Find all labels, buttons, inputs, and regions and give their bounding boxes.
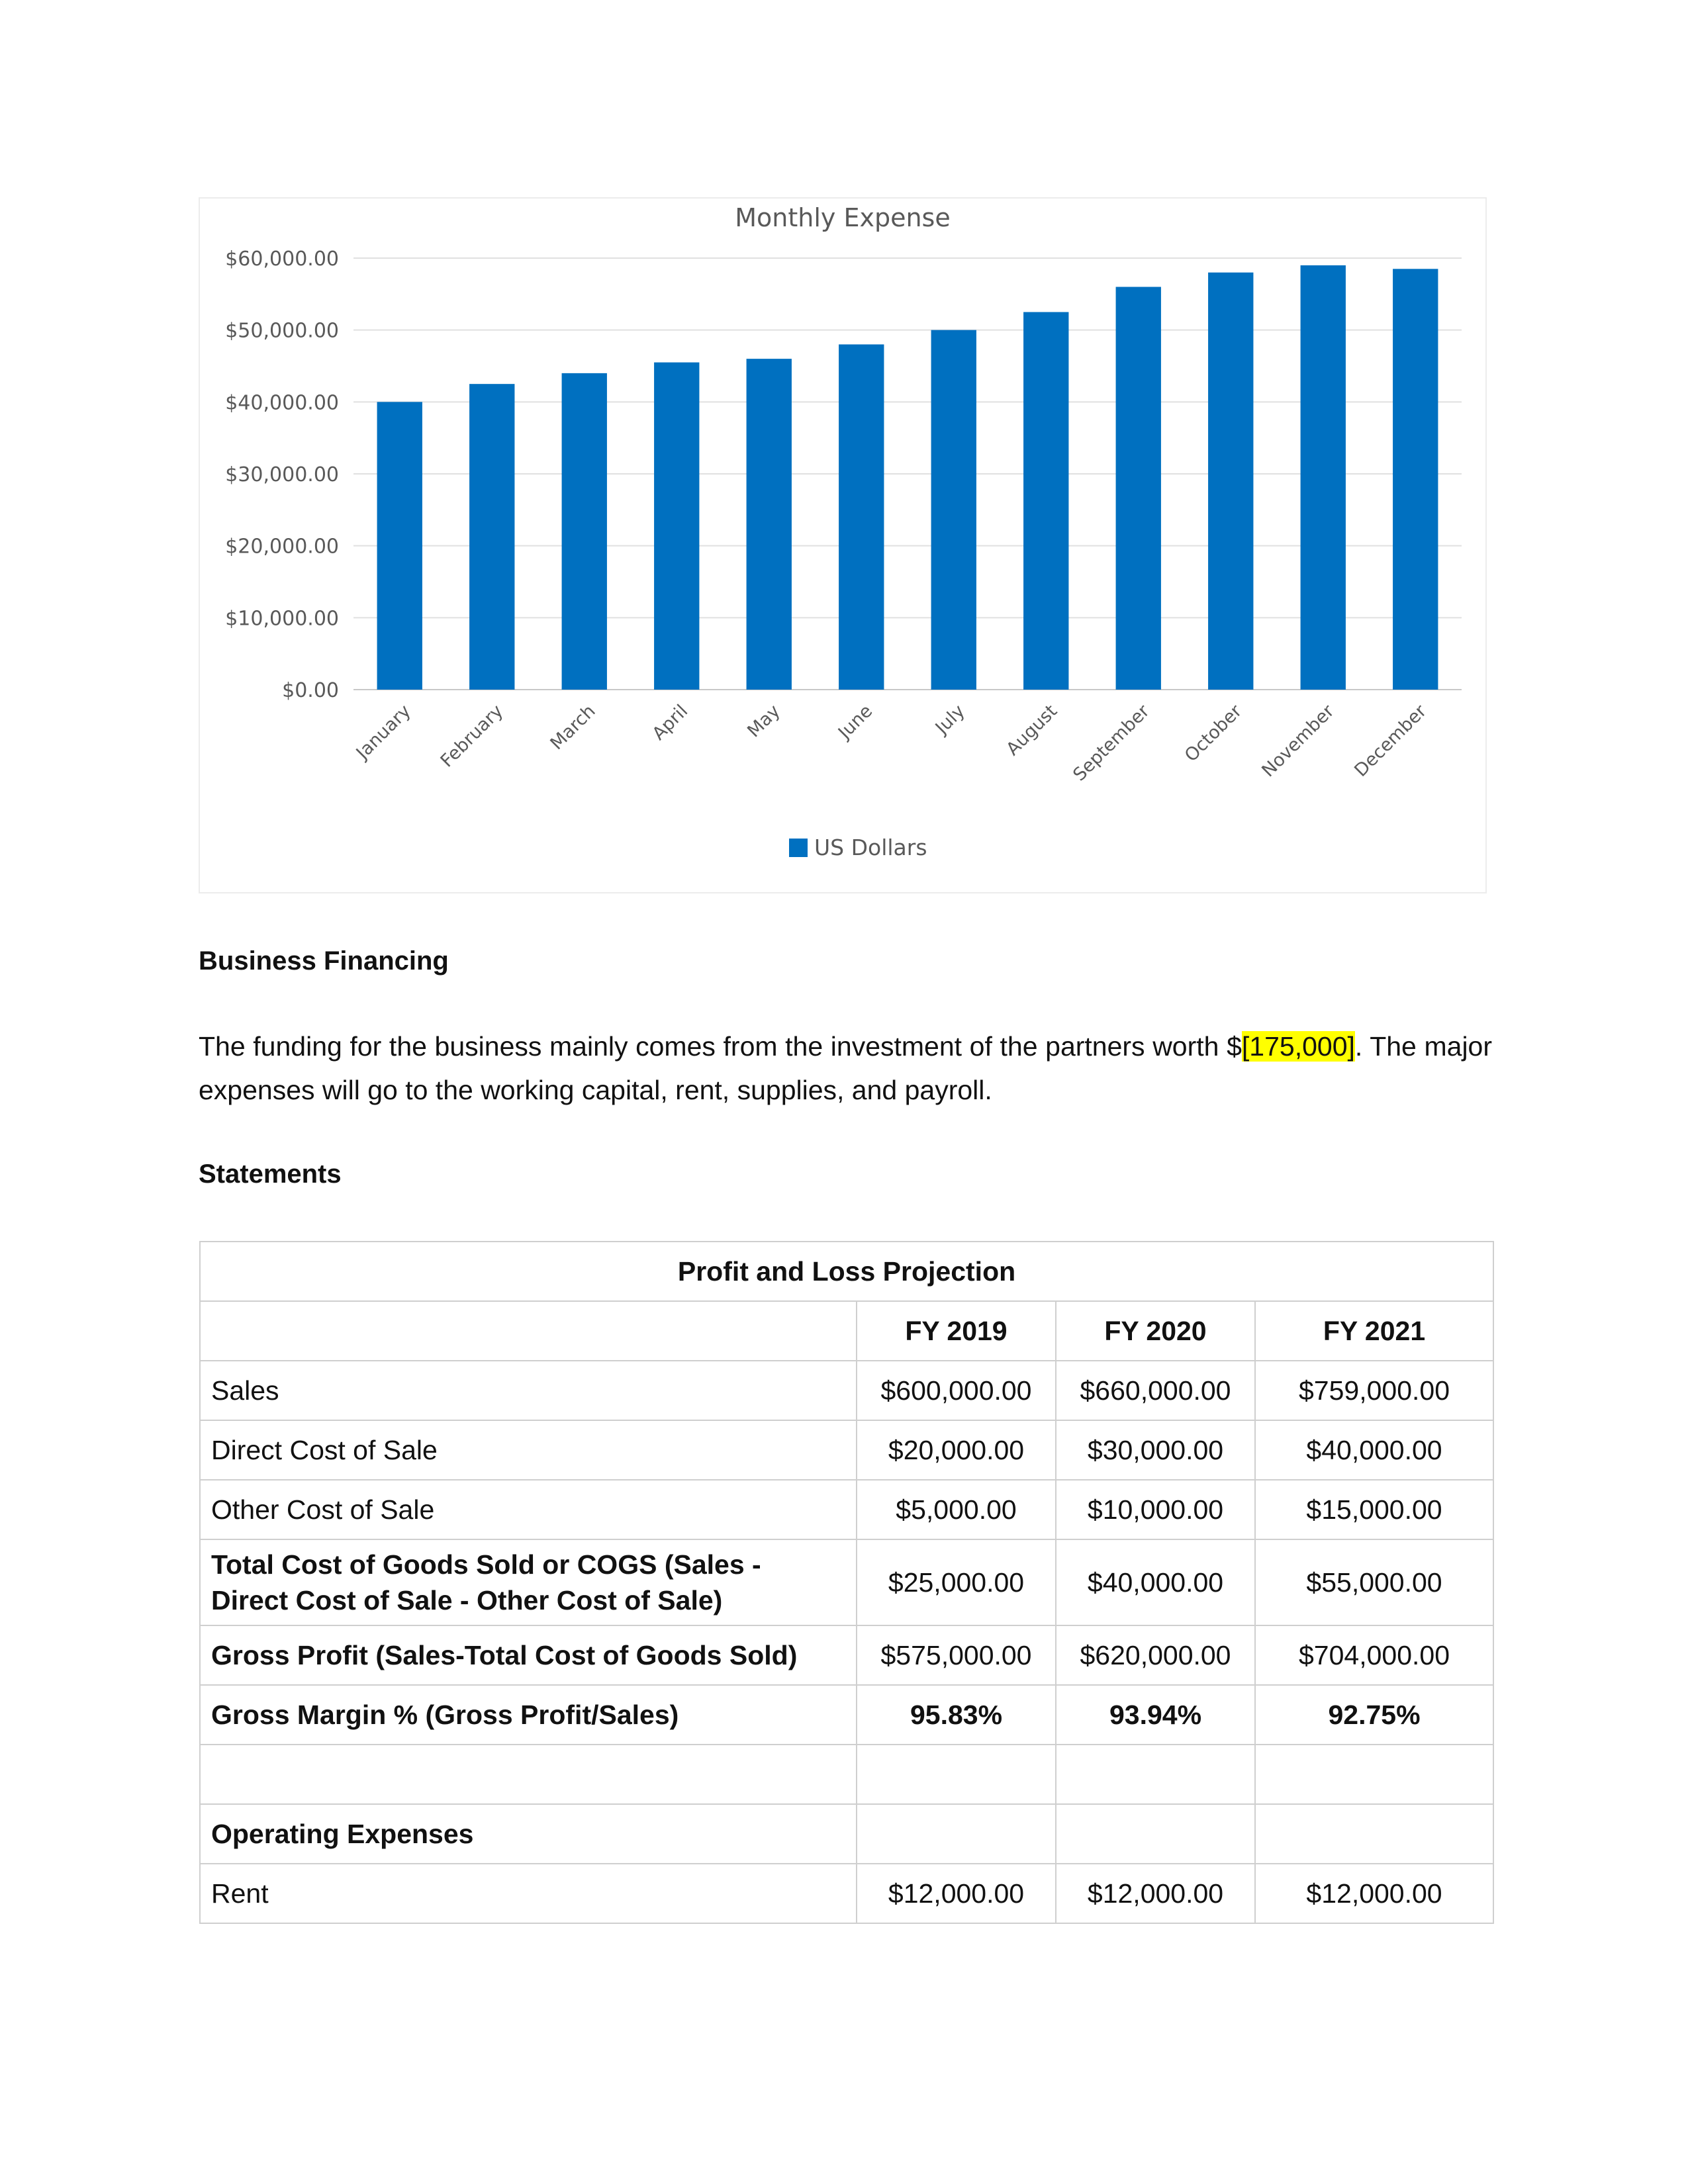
bar-may bbox=[747, 359, 792, 690]
value-cell: $12,000.00 bbox=[1056, 1864, 1255, 1923]
table-row bbox=[200, 1804, 1493, 1864]
row-label: Other Cost of Sale bbox=[200, 1480, 857, 1539]
value-cell: 93.94% bbox=[1056, 1685, 1255, 1745]
bar-august bbox=[1023, 312, 1068, 690]
bar-september bbox=[1116, 287, 1161, 690]
table-row bbox=[200, 1864, 1493, 1923]
row-label: Sales bbox=[200, 1361, 857, 1420]
header-cell: FY 2021 bbox=[1255, 1301, 1493, 1361]
value-cell: $25,000.00 bbox=[857, 1539, 1056, 1625]
x-tick-label: February bbox=[436, 701, 508, 772]
x-tick-label: January bbox=[352, 701, 415, 764]
y-axis-labels bbox=[225, 248, 339, 702]
value-cell: $20,000.00 bbox=[857, 1420, 1056, 1480]
table-row bbox=[200, 1625, 1493, 1685]
x-tick-label: November bbox=[1258, 701, 1338, 782]
value-cell: $759,000.00 bbox=[1255, 1361, 1493, 1420]
y-tick-label: $10,000.00 bbox=[225, 607, 339, 631]
bar-december bbox=[1393, 269, 1438, 690]
business-financing-heading: Business Financing bbox=[199, 946, 449, 976]
legend-swatch bbox=[789, 839, 808, 857]
value-cell: $10,000.00 bbox=[1056, 1480, 1255, 1539]
value-cell bbox=[1255, 1745, 1493, 1804]
row-label: Gross Profit (Sales-Total Cost of Goods Sold) bbox=[200, 1625, 857, 1685]
x-tick-label: September bbox=[1069, 701, 1154, 786]
value-cell: $40,000.00 bbox=[1255, 1420, 1493, 1480]
row-label bbox=[200, 1745, 857, 1804]
financing-text-before: The funding for the business mainly comes from the investment of the partners worth $ bbox=[199, 1031, 1242, 1062]
header-cell bbox=[200, 1301, 857, 1361]
financing-text-after: . The major expenses will go to the working capital, rent, supplies, and payroll. bbox=[199, 1031, 1493, 1105]
value-cell bbox=[1056, 1804, 1255, 1864]
table-row bbox=[200, 1420, 1493, 1480]
value-cell: $30,000.00 bbox=[1056, 1420, 1255, 1480]
bar-june bbox=[839, 344, 884, 690]
value-cell: $55,000.00 bbox=[1255, 1539, 1493, 1625]
funding-amount-highlight: [175,000] bbox=[1241, 1031, 1355, 1062]
x-axis-labels bbox=[352, 700, 1431, 785]
x-tick-label: July bbox=[931, 701, 969, 739]
value-cell: $660,000.00 bbox=[1056, 1361, 1255, 1420]
legend-label: US Dollars bbox=[814, 835, 927, 860]
bar-july bbox=[931, 330, 976, 690]
header-cell: FY 2020 bbox=[1056, 1301, 1255, 1361]
row-label: Operating Expenses bbox=[200, 1804, 857, 1864]
table-title: Profit and Loss Projection bbox=[200, 1242, 1493, 1301]
value-cell: $620,000.00 bbox=[1056, 1625, 1255, 1685]
y-tick-label: $60,000.00 bbox=[225, 248, 339, 271]
gridlines bbox=[353, 258, 1462, 690]
x-tick-label: April bbox=[648, 701, 692, 745]
bar-october bbox=[1208, 273, 1253, 690]
x-tick-label: June bbox=[834, 701, 877, 743]
header-cell: FY 2019 bbox=[857, 1301, 1056, 1361]
row-label: Gross Margin % (Gross Profit/Sales) bbox=[200, 1685, 857, 1745]
table-header-row bbox=[200, 1301, 1493, 1361]
value-cell: $15,000.00 bbox=[1255, 1480, 1493, 1539]
value-cell: $40,000.00 bbox=[1056, 1539, 1255, 1625]
bar-february bbox=[469, 384, 514, 690]
profit-loss-table bbox=[199, 1241, 1494, 1924]
y-tick-label: $30,000.00 bbox=[225, 463, 339, 486]
table-row bbox=[200, 1480, 1493, 1539]
x-tick-label: May bbox=[743, 701, 784, 742]
x-tick-label: October bbox=[1180, 701, 1246, 766]
value-cell bbox=[857, 1745, 1056, 1804]
row-label: Total Cost of Goods Sold or COGS (Sales - Direct Cost of Sale - Other Cost of Sale) bbox=[200, 1539, 857, 1625]
financing-paragraph bbox=[199, 1024, 1492, 1112]
monthly-expense-chart bbox=[199, 197, 1487, 893]
y-tick-label: $0.00 bbox=[282, 679, 339, 702]
table-row bbox=[200, 1539, 1493, 1625]
value-cell: $600,000.00 bbox=[857, 1361, 1056, 1420]
value-cell: $704,000.00 bbox=[1255, 1625, 1493, 1685]
value-cell: $12,000.00 bbox=[857, 1864, 1056, 1923]
value-cell bbox=[857, 1804, 1056, 1864]
statements-heading: Statements bbox=[199, 1160, 342, 1189]
chart-title: Monthly Expense bbox=[735, 203, 951, 232]
x-tick-label: August bbox=[1002, 701, 1062, 760]
value-cell: $5,000.00 bbox=[857, 1480, 1056, 1539]
table-row bbox=[200, 1361, 1493, 1420]
chart-canvas bbox=[200, 199, 1485, 892]
value-cell: $12,000.00 bbox=[1255, 1864, 1493, 1923]
y-tick-label: $40,000.00 bbox=[225, 391, 339, 415]
bars bbox=[377, 265, 1438, 690]
table-row bbox=[200, 1745, 1493, 1804]
value-cell bbox=[1255, 1804, 1493, 1864]
row-label: Direct Cost of Sale bbox=[200, 1420, 857, 1480]
table-row bbox=[200, 1685, 1493, 1745]
y-tick-label: $20,000.00 bbox=[225, 535, 339, 559]
x-tick-label: March bbox=[546, 701, 600, 754]
value-cell: 95.83% bbox=[857, 1685, 1056, 1745]
y-tick-label: $50,000.00 bbox=[225, 319, 339, 343]
legend bbox=[789, 835, 927, 860]
bar-april bbox=[654, 363, 699, 690]
table-title-row bbox=[200, 1242, 1493, 1301]
value-cell: $575,000.00 bbox=[857, 1625, 1056, 1685]
row-label: Rent bbox=[200, 1864, 857, 1923]
value-cell bbox=[1056, 1745, 1255, 1804]
bar-january bbox=[377, 402, 422, 690]
value-cell: 92.75% bbox=[1255, 1685, 1493, 1745]
bar-march bbox=[562, 373, 607, 690]
bar-november bbox=[1301, 265, 1346, 690]
x-tick-label: December bbox=[1350, 701, 1431, 781]
